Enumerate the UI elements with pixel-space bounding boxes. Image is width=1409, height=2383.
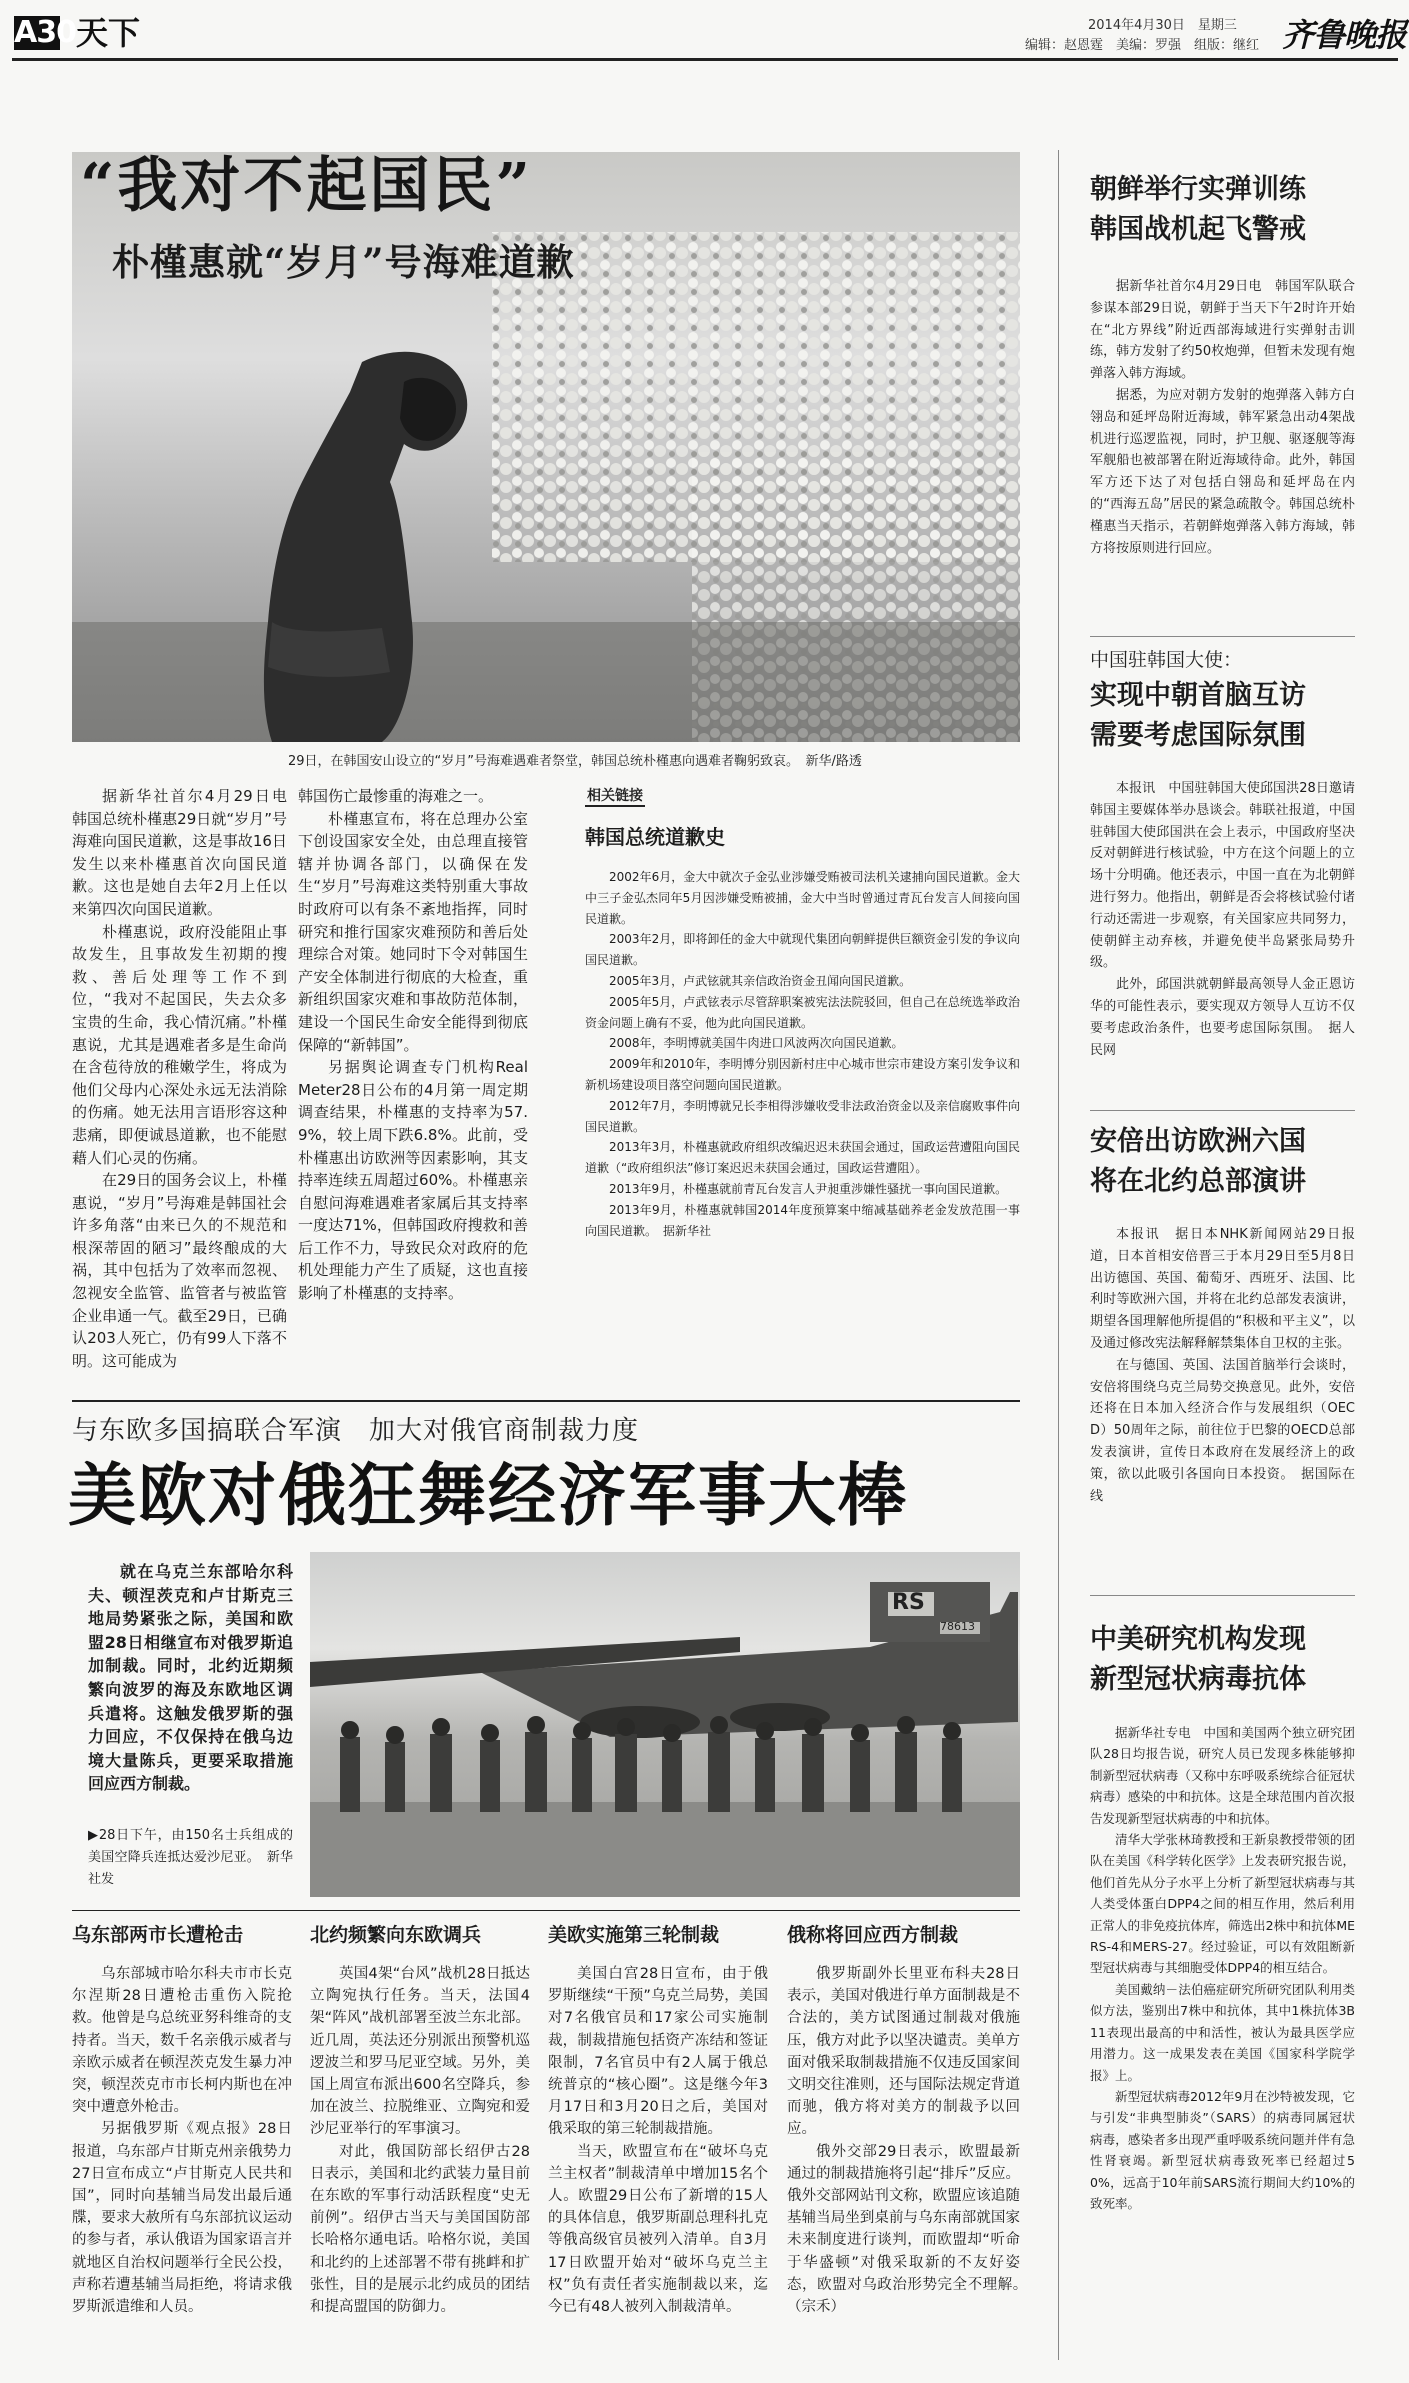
header-rule [12, 58, 1398, 61]
side-story-2-kicker: 中国驻韩国大使： [1090, 649, 1243, 671]
plane-tail-code: RS [892, 1590, 925, 1615]
side-story-3 [1090, 1122, 1355, 1594]
page-header [0, 0, 1409, 62]
russia-intro: 就在乌克兰东部哈尔科夫、顿涅茨克和卢甘斯克三地局势紧张之际，美国和欧盟28日相继宣布对俄罗斯追加制裁。同时，北约近期频繁向波罗的海及东欧地区调兵遣将。这触发俄罗斯的强力回应，不仅保持在俄乌边境大量陈兵，更要采取措施回应西方制裁。 [88, 1562, 293, 1794]
sub-story-4-body: 俄罗斯副外长里亚布科夫28日表示，美国对俄进行单方面制裁是不合法的，美方试图通过制裁对俄施压，俄方对此予以坚决谴责。美单方面对俄采取制裁措施不仅违反国家间文明交往准则，还与国际法规定背道而驰，俄方将对美方的制裁予以回应。 俄外交部29日表示，欧盟最新通过的制裁措施将引起“排斥”反应。俄外交部网站刊文称，欧盟应该追随基辅当局坐到桌前与乌东南部就国家未来制度进行谈判，而欧盟却“听命于华盛顿”对俄采取新的不友好姿态，欧盟对乌政治形势完全不理解。 （宗禾） [787, 1966, 1035, 2316]
lead-photo [72, 152, 1020, 742]
lead-column-1: 据新华社首尔4月29日电 韩国总统朴槿惠29日就“岁月”号海难向国民道歉，这是事故16日发生以来朴槿惠首次向国民道歉。这也是她自去年2月上任以来第四次向国民道歉。 朴槿惠说，政府没能阻止事故发生，且事故发生初期的搜救、善后处理等工作不到位，“我对不起国民，失去众多宝贵的生命，我心情沉痛。”朴槿惠说，尤其是遇难者多是生命尚在含苞待放的稚嫩学生，将成为他们父母内心深处永远无法消除的伤痛。她无法用言语形容这种悲痛，即便诚恳道歉，也不能慰藉人们心灵的伤痛。 在29日的国务会议上，朴槿惠说，“岁月”号海难是韩国社会许多角落“由来已久的不规范和根深蒂固的陋习”最终酿成的大祸，其中包括为了效率而忽视、忽视安全监管、监管者与被监管企业串通一气。截至29日，已确认203人死亡，仍有99人下落不明。这可能成为 [72, 787, 303, 1370]
sub-story-1 [72, 1920, 292, 2373]
section-name: 天下 [76, 14, 141, 52]
sub-story-3 [548, 1920, 768, 2373]
page-number: A30 [14, 15, 76, 50]
sub-story-3-body: 美国白宫28日宣布，由于俄罗斯继续“干预”乌克兰局势，美国对7名俄官员和17家公司实施制裁，制裁措施包括资产冻结和签证限制，7名官员中有2人属于俄总统普京的“核心圈”。这是继今年3月17日和3月20日之后，美国对俄采取的第三轮制裁措施。 当天，欧盟宣布在“破坏乌克兰主权者”制裁清单中增加15名个人。欧盟29日公布了新增的15人的具体信息，俄罗斯副总理科扎克等俄高级官员被列入清单。自3月17日欧盟开始对“破坏乌克兰主权”负有责任者实施制裁以来，迄今已有48人被列入制裁清单。 [548, 1966, 768, 2316]
related-tag: 相关链接 [585, 785, 645, 807]
side-story-2-body: 本报讯 中国驻韩国大使邱国洪28日邀请韩国主要媒体举办恳谈会。韩联社报道，中国驻韩国大使邱国洪在会上表示，中国政府坚决反对朝鲜进行核试验，中方在这个问题上的立场十分明确。他还表示，中国一直在为北朝鲜进行努力。他指出，朝鲜是否会将核试验付诸行动还需进一步观察，有关国家应共同努力，使朝鲜主动弃核，并避免使半岛紧张局势升级。 此外，邱国洪就朝鲜最高领导人金正恩访华的可能性表示，要实现双方领导人互访不仅要考虑政治条件，也要考虑国际氛围。 据人民网 [1090, 781, 1355, 1058]
date-line: 2014年4月30日 星期三 [1088, 18, 1237, 33]
lead-title: “我对不起国民” [80, 151, 534, 221]
lead-column-2: 韩国伤亡最惨重的海难之一。 朴槿惠宣布，将在总理办公室下创设国家安全处，由总理直接管辖并协调各部门，以确保在发生“岁月”号海难这类特别重大事故时政府可以有条不紊地指挥，同时研究和推行国家灾难预防和善后处理综合对策。她同时下令对韩国生产安全体制进行彻底的大检查，重新组织国家灾难和事故防范体制，建设一个国民生命安全能得到彻底保障的“新韩国”。 另据舆论调查专门机构Real Meter28日公布的4月第一周定期调查结果，朴槿惠的支持率为57.9%，较上周下跌6.8%。此前，受朴槿惠出访欧洲等因素影响，其支持率连续五周超过60%。朴槿惠亲自慰问海难遇难者家属后其支持率一度达71%，但韩国政府搜救和善后工作不力，导致民众对政府的危机处理能力产生了质疑，这也直接影响了朴槿惠的支持率。 [298, 787, 528, 1303]
side-story-3-title: 安倍出访欧洲六国 将在北约总部演讲 [1090, 1126, 1306, 1197]
sub-stories-rule [72, 1910, 1020, 1911]
side-divider-3 [1090, 1595, 1355, 1596]
side-divider-2 [1090, 1110, 1355, 1111]
side-story-3-body: 本报讯 据日本NHK新闻网站29日报道，日本首相安倍晋三于本月29日至5月8日出访德国、英国、葡萄牙、西班牙、法国、比利时等欧洲六国，并将在北约总部发表演讲，期望各国理解他所提倡的“积极和平主义”，以及通过修改宪法解释解禁集体自卫权的主张。 在与德国、英国、法国首脑举行会谈时，安倍将围绕乌克兰局势交换意见。此外，安倍还将在日本加入经济合作与发展组织（OECD）50周年之际，前往位于巴黎的OECD总部发表演讲，宣传日本政府在发展经济上的政策，欲以此吸引各国向日本投资。 据国际在线 [1090, 1227, 1355, 1504]
side-story-2 [1090, 645, 1355, 1123]
page-number-block [14, 15, 76, 50]
russia-kicker: 与东欧多国搞联合军演 加大对俄官商制裁力度 [72, 1416, 640, 1446]
sub-story-3-title: 美欧实施第三轮制裁 [548, 1924, 720, 1946]
sub-story-2 [310, 1920, 530, 2373]
side-story-4-body: 据新华社专电 中国和美国两个独立研究团队28日均报告说，研究人员已发现多株能够抑制新型冠状病毒（又称中东呼吸系统综合征冠状病毒）感染的中和抗体。这是全球范围内首次报告发现新型冠状病毒的中和抗体。 清华大学张林琦教授和王新泉教授带领的团队在美国《科学转化医学》上发表研究报告说，他们首先从分子水平上分析了新型冠状病毒与其人类受体蛋白DPP4之间的相互作用，然后利用正常人的非免疫抗体库，筛选出2株中和抗体MERS-4和MERS-27。经过验证，可以有效阻断新型冠状病毒与其细胞受体DPP4的相互结合。 美国戴纳－法伯癌症研究所研究团队利用类似方法，鉴别出7株中和抗体，其中1株抗体3B11表现出最高的中和活性，被认为最具医学应用潜力。这一成果发表在美国《国家科学院学报》上。 新型冠状病毒2012年9月在沙特被发现，它与引发“非典型肺炎”（SARS）的病毒同属冠状病毒，感染者多出现严重呼吸系统问题并伴有急性肾衰竭。新型冠状病毒致死率已经超过50%，远高于10年前SARS流行期间大约10%的致死率。 [1090, 1725, 1355, 2211]
side-story-1-title: 朝鲜举行实弹训练 韩国战机起飞警戒 [1090, 174, 1306, 245]
side-story-1-body: 据新华社首尔4月29日电 韩国军队联合参谋本部29日说，朝鲜于当天下午2时许开始在“北方界线”附近西部海域进行实弹射击训练，韩方发射了约50枚炮弹，但暂未发现有炮弹落入韩方海域。 据悉，为应对朝方发射的炮弹落入韩方白翎岛和延坪岛附近海域，韩军紧急出动4架战机进行巡逻监视，同时，护卫舰、驱逐舰等海军舰船也被部署在附近海域待命。此外，韩国军方还下达了对包括白翎岛和延坪岛在内的“西海五岛”居民的紧急疏散令。韩国总统朴槿惠当天指示，若朝鲜炮弹落入韩方海域，韩方将按原则进行回应。 [1090, 279, 1355, 556]
related-title: 韩国总统道歉史 [585, 825, 725, 849]
sub-story-2-title: 北约频繁向东欧调兵 [310, 1924, 482, 1946]
sub-story-1-body: 乌东部城市哈尔科夫市市长克尔涅斯28日遭枪击重伤入院抢救。他曾是乌总统亚努科维奇的支持者。当天，数千名亲俄示威者与亲欧示威者在顿涅茨克发生暴力冲突，顿涅茨克市市长柯内斯也在冲突中遭意外枪击。 另据俄罗斯《观点报》28日报道，乌东部卢甘斯克州亲俄势力27日宣布成立“卢甘斯克人民共和国”，同时向基辅当局发出最后通牒，要求大赦所有乌东部抗议运动的参与者，承认俄语为国家语言并就地区自治权问题举行全民公投，声称若遭基辅当局拒绝，将请求俄罗斯派遣维和人员。 [72, 1966, 292, 2316]
plane-serial: 78613 [940, 1620, 975, 1633]
right-column-divider [1058, 150, 1059, 2360]
russia-photo-caption: ▶28日下午，由150名士兵组成的美国空降兵连抵达爱沙尼亚。 新华社发 [88, 1828, 293, 1887]
side-story-2-title: 实现中朝首脑互访 需要考虑国际氛围 [1090, 680, 1306, 751]
related-links-box [585, 785, 1020, 1305]
side-story-1 [1090, 170, 1355, 636]
sub-story-1-title: 乌东部两市长遭枪击 [72, 1924, 244, 1946]
related-list: 2002年6月，金大中就次子金弘业涉嫌受贿被司法机关逮捕向国民道歉。金大中三子金弘杰同年5月因涉嫌受贿被捕，金大中当时曾通过青瓦台发言人间接向国民道歉。 2003年2月，即将卸任的金大中就现代集团向朝鲜提供巨额资金引发的争议向国民道歉。 2005年3月，卢武铉就其亲信政治资金丑闻向国民道歉。 2005年5月，卢武铉表示尽管辞职案被宪法法院驳回，但自己在总统选举政治资金问题上确有不妥，他为此向国民道歉。 2008年，李明博就美国牛肉进口风波两次向国民道歉。 2009年和2010年，李明博分别因新村庄中心城市世宗市建设方案引发争议和新机场建设项目落空问题向国民道歉。 2012年7月，李明博就兄长李相得涉嫌收受非法政治资金以及亲信腐败事件向国民道歉。 2013年3月，朴槿惠就政府组织改编迟迟未获国会通过，国政运营遭阻向国民道歉（“政府组织法”修订案迟迟未获国会通过，国政运营遭阻）。 2013年9月，朴槿惠就前青瓦台发言人尹昶重涉嫌性骚扰一事向国民道歉。 2013年9月，朴槿惠就韩国2014年度预算案中缩减基础养老金发放范围一事向国民道歉。 据新华社 [585, 870, 1020, 1238]
lead-photo-caption: 29日，在韩国安山设立的“岁月”号海难遇难者祭堂，韩国总统朴槿惠向遇难者鞠躬致哀。 新华/路透 [288, 754, 862, 769]
mid-rule [72, 1400, 1020, 1402]
newspaper-brand: 齐鲁晚报 [1282, 16, 1407, 54]
side-divider-1 [1090, 636, 1355, 637]
sub-story-2-body: 英国4架“台风”战机28日抵达立陶宛执行任务。当天，法国4架“阵风”战机部署至波兰东北部。近几周，英法还分别派出预警机巡逻波兰和罗马尼亚空域。另外，美国上周宣布派出600名空降兵，参加在波兰、拉脱维亚、立陶宛和爱沙尼亚举行的军事演习。 对此，俄国防部长绍伊古28日表示，美国和北约武装力量目前在东欧的军事行动活跃程度“史无前例”。绍伊古当天与美国国防部长哈格尔通电话。哈格尔说，美国和北约的上述部署不带有挑衅和扩张性，目的是展示北约成员的团结和提高盟国的防御力。 [310, 1966, 530, 2316]
side-story-4 [1090, 1620, 1355, 2370]
russia-title: 美欧对俄狂舞经济军事大棒 [68, 1456, 909, 1536]
side-story-4-title: 中美研究机构发现 新型冠状病毒抗体 [1090, 1624, 1306, 1695]
sub-story-4 [787, 1920, 1035, 2373]
russia-photo [310, 1552, 1020, 1897]
lead-subtitle: 朴槿惠就“岁月”号海难道歉 [112, 240, 575, 284]
editor-line: 编辑：赵恩霆 美编：罗强 组版：继红 [1025, 38, 1260, 53]
sub-story-4-title: 俄称将回应西方制裁 [787, 1924, 959, 1946]
